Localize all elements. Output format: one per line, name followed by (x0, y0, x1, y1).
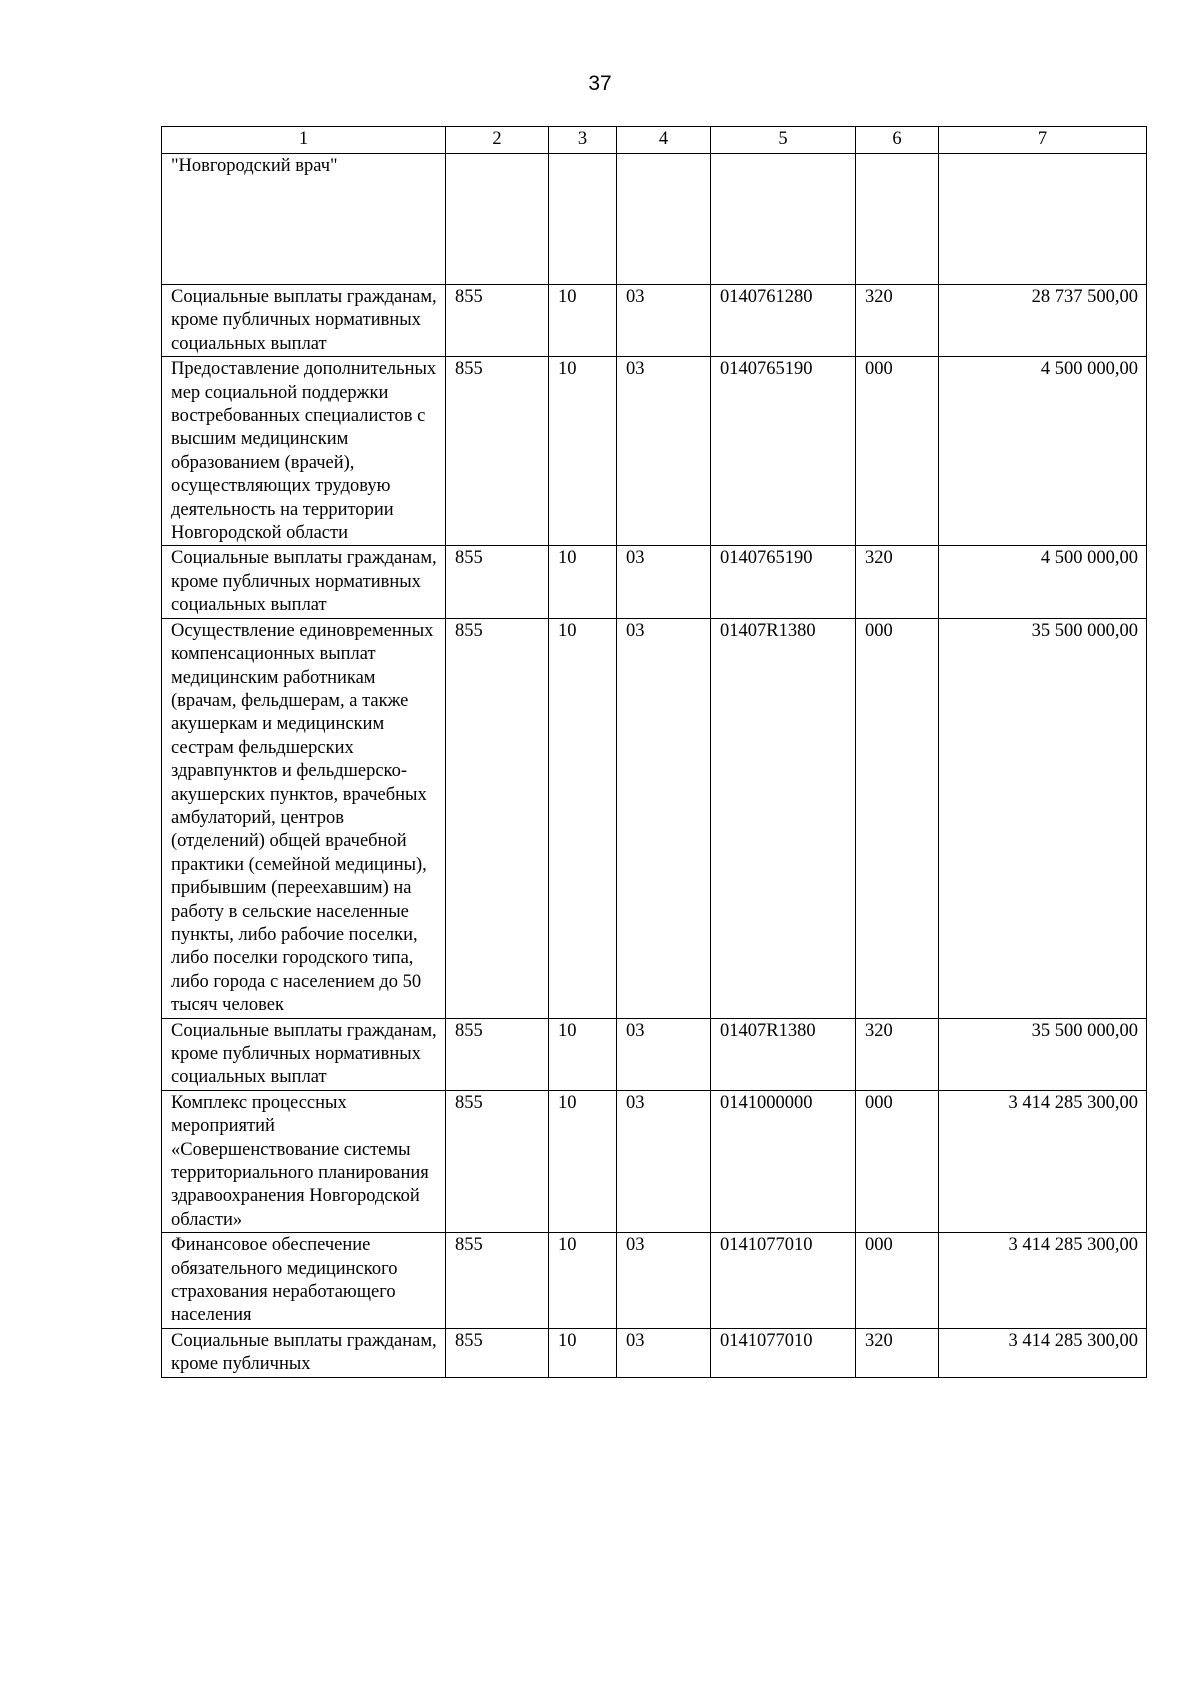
row-col-2: 855 (446, 546, 549, 618)
budget-table (161, 126, 1147, 1378)
row-col-3: 10 (549, 357, 617, 546)
row-col-5: 0141077010 (711, 1233, 856, 1329)
row-col-5: 0140765190 (711, 357, 856, 546)
table-body (162, 154, 1147, 1378)
row-amount: 3 414 285 300,00 (939, 1090, 1147, 1232)
header-col-2: 2 (446, 127, 549, 154)
row-col-6 (856, 154, 939, 285)
row-col-3: 10 (549, 1090, 617, 1232)
row-col-2 (446, 154, 549, 285)
row-name: "Новгородский врач" (162, 154, 446, 285)
header-col-3: 3 (549, 127, 617, 154)
row-col-4: 03 (617, 618, 711, 1018)
row-amount: 28 737 500,00 (939, 285, 1147, 357)
row-amount: 35 500 000,00 (939, 1018, 1147, 1090)
row-name: Социальные выплаты гражданам, кроме публичных (162, 1328, 446, 1377)
row-col-2: 855 (446, 1328, 549, 1377)
table-row (162, 546, 1147, 618)
row-col-4: 03 (617, 1018, 711, 1090)
row-col-6: 320 (856, 546, 939, 618)
row-amount: 35 500 000,00 (939, 618, 1147, 1018)
row-col-4: 03 (617, 1328, 711, 1377)
row-name: Социальные выплаты гражданам, кроме публичных нормативных социальных выплат (162, 1018, 446, 1090)
row-col-3: 10 (549, 546, 617, 618)
row-col-4 (617, 154, 711, 285)
row-col-6: 000 (856, 1090, 939, 1232)
row-amount: 4 500 000,00 (939, 357, 1147, 546)
row-col-2: 855 (446, 1018, 549, 1090)
row-col-2: 855 (446, 357, 549, 546)
row-col-6: 000 (856, 1233, 939, 1329)
row-amount: 3 414 285 300,00 (939, 1233, 1147, 1329)
table-row (162, 154, 1147, 285)
table-row (162, 1328, 1147, 1377)
page-number: 37 (588, 72, 612, 95)
row-col-6: 320 (856, 1018, 939, 1090)
header-col-5: 5 (711, 127, 856, 154)
row-col-5: 01407R1380 (711, 1018, 856, 1090)
row-amount: 4 500 000,00 (939, 546, 1147, 618)
row-col-3: 10 (549, 1233, 617, 1329)
table-header (162, 127, 1147, 154)
row-col-3: 10 (549, 1018, 617, 1090)
row-col-3: 10 (549, 1328, 617, 1377)
row-col-5: 0140765190 (711, 546, 856, 618)
table-row (162, 1233, 1147, 1329)
row-col-4: 03 (617, 1090, 711, 1232)
row-col-3: 10 (549, 618, 617, 1018)
row-col-4: 03 (617, 546, 711, 618)
header-col-6: 6 (856, 127, 939, 154)
row-name: Предоставление дополнительных мер социальной поддержки востребованных специалистов с высшим медицинским образованием (врачей), осуществляющих трудовую деятельность на территории Новгородской области (162, 357, 446, 546)
row-col-5: 0140761280 (711, 285, 856, 357)
row-col-4: 03 (617, 357, 711, 546)
row-name: Социальные выплаты гражданам, кроме публичных нормативных социальных выплат (162, 546, 446, 618)
table-row (162, 1018, 1147, 1090)
row-col-3 (549, 154, 617, 285)
table-row (162, 1090, 1147, 1232)
row-col-3: 10 (549, 285, 617, 357)
row-col-5: 01407R1380 (711, 618, 856, 1018)
row-col-6: 320 (856, 285, 939, 357)
row-col-4: 03 (617, 1233, 711, 1329)
table-row (162, 285, 1147, 357)
row-name: Комплекс процессных мероприятий «Совершенствование системы территориального планирования здравоохранения Новгородской области» (162, 1090, 446, 1232)
table-row (162, 357, 1147, 546)
row-col-6: 000 (856, 618, 939, 1018)
row-name: Социальные выплаты гражданам, кроме публичных нормативных социальных выплат (162, 285, 446, 357)
row-name: Финансовое обеспечение обязательного медицинского страхования неработающего населения (162, 1233, 446, 1329)
row-col-2: 855 (446, 1233, 549, 1329)
row-col-5: 0141077010 (711, 1328, 856, 1377)
row-amount (939, 154, 1147, 285)
header-row (162, 127, 1147, 154)
row-col-5: 0141000000 (711, 1090, 856, 1232)
row-name: Осуществление единовременных компенсационных выплат медицинским работникам (врачам, фельдшерам, а также акушеркам и медицинским сестрам фельдшерских здравпунктов и фельдшерско-акушерских пунктов, врачебных амбулаторий, центров (отделений) общей врачебной практики (семейной медицины), прибывшим (переехавшим) на работу в сельские населенные пункты, либо рабочие поселки, либо поселки городского типа, либо города с населением до 50 тысяч человек (162, 618, 446, 1018)
row-col-6: 000 (856, 357, 939, 546)
row-col-2: 855 (446, 1090, 549, 1232)
row-col-2: 855 (446, 285, 549, 357)
row-amount: 3 414 285 300,00 (939, 1328, 1147, 1377)
header-col-7: 7 (939, 127, 1147, 154)
row-col-6: 320 (856, 1328, 939, 1377)
row-col-2: 855 (446, 618, 549, 1018)
row-col-5 (711, 154, 856, 285)
header-col-4: 4 (617, 127, 711, 154)
header-col-1: 1 (162, 127, 446, 154)
row-col-4: 03 (617, 285, 711, 357)
table-row (162, 618, 1147, 1018)
